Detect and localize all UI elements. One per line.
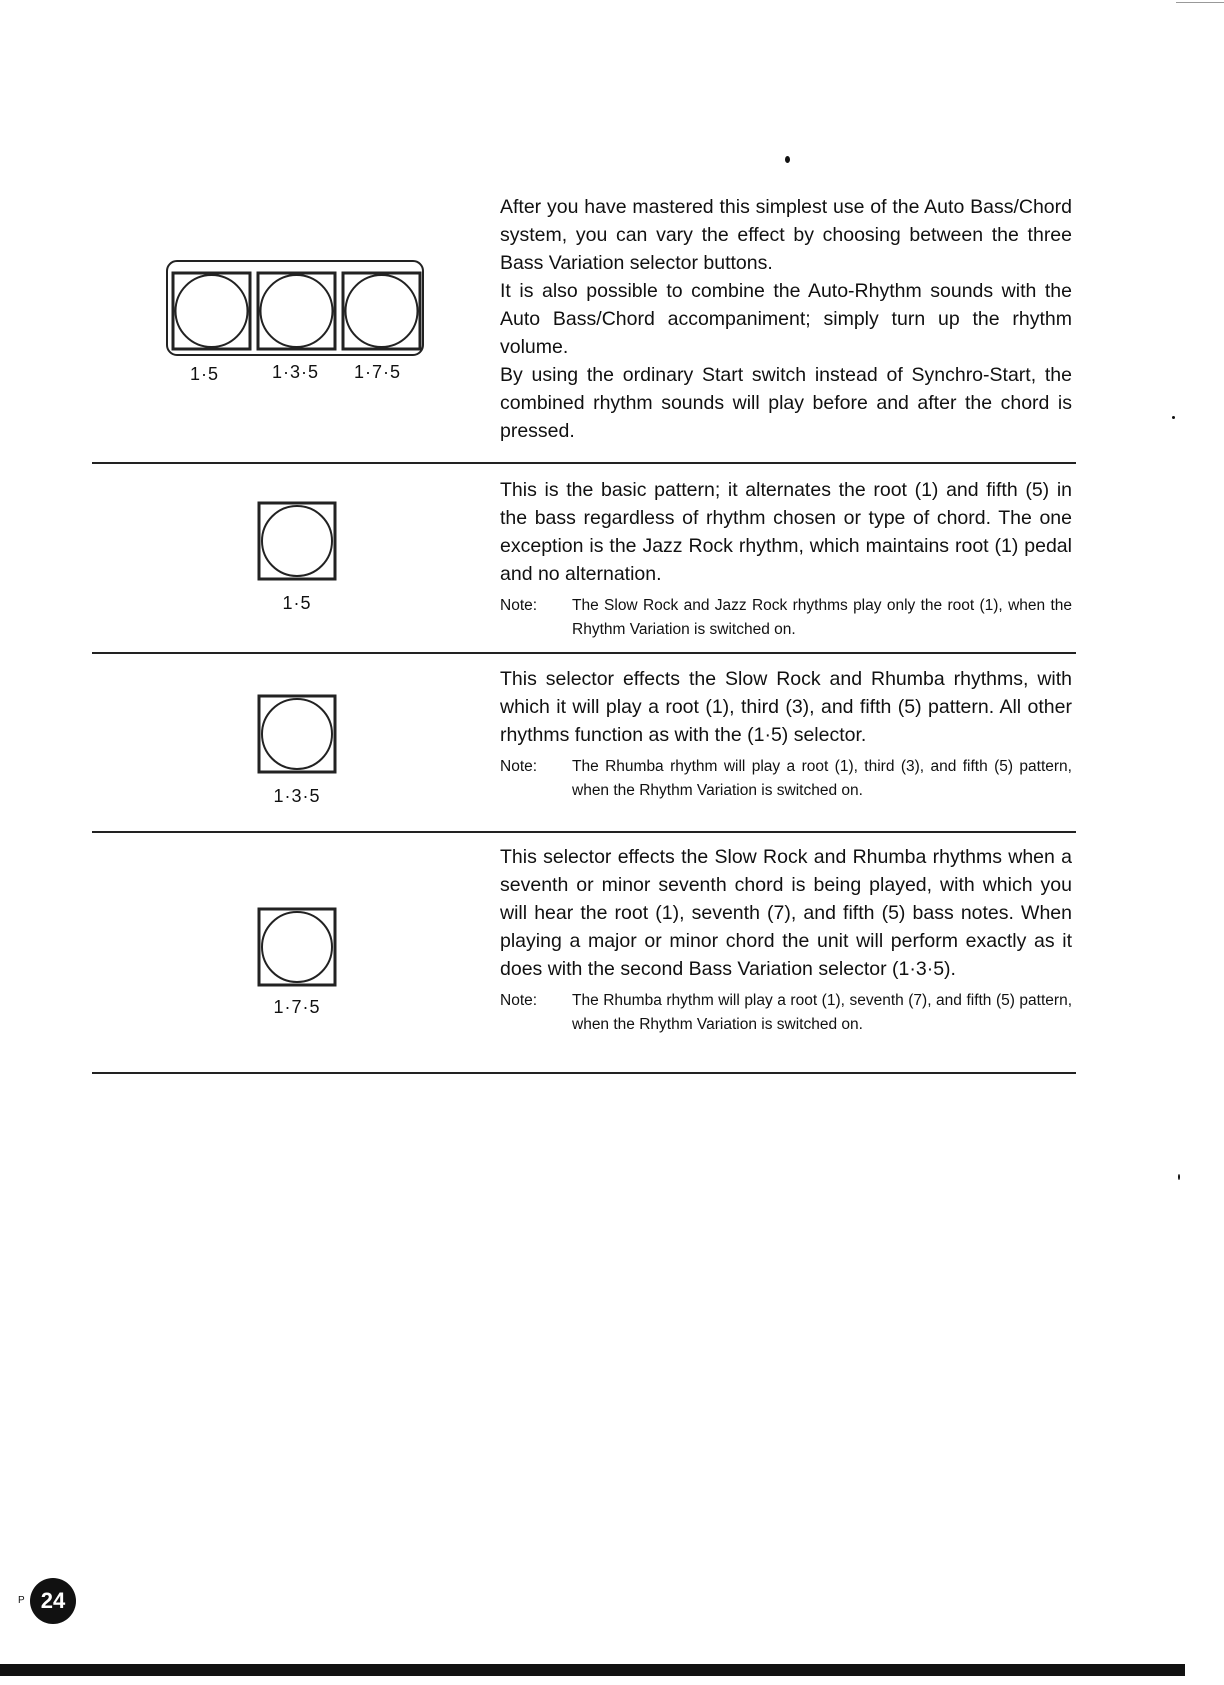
button-label-1-3-5: 1·3·5 [272,362,320,382]
note-text: The Rhumba rhythm will play a root (1), seventh (7), and fifth (5) pattern, when the Rhythm Variation is switched on. [572,992,1072,1033]
section-1-7-5-note [500,989,1072,1037]
selector-1-7-5-icon [257,907,337,987]
section-1-5-note [500,594,1072,642]
section-divider [92,462,1076,464]
section-1-3-5-body: This selector effects the Slow Rock and Rhumba rhythms, with which it will play a root (1), third (3), and fifth (5) pattern. All other rhythms function as with the (1·5) selector. [500,668,1072,746]
note-text: The Rhumba rhythm will play a root (1), third (3), and fifth (5) pattern, when the Rhythm Variation is switched on. [572,758,1072,799]
intro-paragraph: After you have mastered this simplest use of the Auto Bass/Chord system, you can vary the effect by choosing between the three Bass Variation selector buttons. [500,196,1072,274]
section-divider [92,1072,1076,1074]
section-1-7-5-body: This selector effects the Slow Rock and Rhumba rhythms when a seventh or minor seventh chord is being played, with which you will hear the root (1), seventh (7), and fifth (5) bass notes. When playing a major or minor chord the unit will perform exactly as it does with the second Bass Variation selector (1·3·5). [500,846,1072,980]
note-label: Note: [500,758,538,775]
selector-1-5-icon [257,501,337,581]
section-1-7-5-text [500,843,1072,1037]
selector-1-3-5-icon [257,694,337,774]
selector-label-1-5: 1·5 [282,593,312,613]
note-label: Note: [500,597,538,614]
intro-text [500,193,1072,445]
section-divider [92,652,1076,654]
ink-speck [1172,416,1175,419]
bottom-border-bar [0,1664,1185,1676]
note-text: The Slow Rock and Jazz Rock rhythms play only the root (1), when the Rhythm Variation is switched on. [572,597,1072,638]
ink-speck [785,156,790,163]
section-1-3-5-note [500,755,1072,803]
selector-label-1-3-5: 1·3·5 [273,786,321,806]
intro-paragraph: It is also possible to combine the Auto-Rhythm sounds with the Auto Bass/Chord accompaniment; simply turn up the rhythm volume. [500,280,1072,358]
selector-label-1-7-5: 1·7·5 [273,997,321,1017]
button-label-1-5: 1·5 [190,364,220,384]
section-1-3-5-text [500,665,1072,803]
ink-speck [1178,1174,1180,1180]
section-divider [92,831,1076,833]
bass-variation-button-group-icon [164,258,428,362]
edge-mark [1176,2,1224,3]
page-number-badge: 24 [30,1578,76,1624]
section-1-5-body: This is the basic pattern; it alternates the root (1) and fifth (5) in the bass regardless of rhythm chosen or type of chord. The one exception is the Jazz Rock rhythm, which maintains root (1) pedal and no alternation. [500,479,1072,585]
section-1-5-text [500,476,1072,642]
note-label: Note: [500,992,538,1009]
intro-paragraph: By using the ordinary Start switch instead of Synchro-Start, the combined rhythm sounds will play before and after the chord is pressed. [500,364,1072,442]
page-prefix: P [18,1595,25,1606]
button-label-1-7-5: 1·7·5 [354,362,402,382]
